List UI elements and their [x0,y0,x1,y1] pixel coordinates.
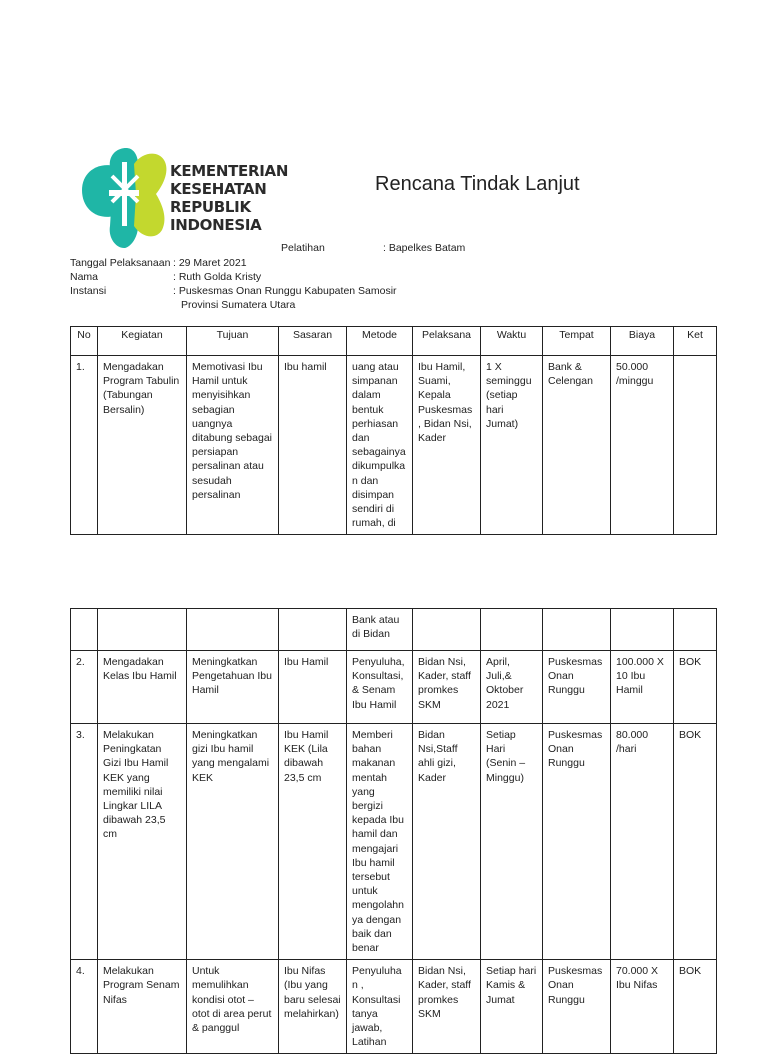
table-row [71,651,717,724]
cell-tempat: Puskesmas Onan Runggu [543,724,611,960]
cell-kegiatan: Melakukan Peningkatan Gizi Ibu Hamil KEK yang memiliki nilai Lingkar LILA dibawah 23,5 cm [98,724,187,960]
cell-waktu: April, Juli,& Oktober 2021 [481,651,543,724]
plan-table-part1 [70,326,717,535]
cell-tujuan: Memotivasi Ibu Hamil untuk menyisihkan sebagian uangnya ditabung sebagai persiapan persalinan atau sesudah persalinan [187,356,279,535]
cell-sasaran: Ibu Nifas (Ibu yang baru selesai melahirkan) [279,960,347,1054]
cell-kegiatan: Mengadakan Program Tabulin (Tabungan Bersalin) [98,356,187,535]
cell-empty [187,609,279,651]
cell-waktu: Setiap Hari (Senin – Minggu) [481,724,543,960]
cell-pelaksana: Bidan Nsi, Kader, staff promkes SKM [413,960,481,1054]
instansi-value: : Puskesmas Onan Runggu Kabupaten Samosir [173,285,397,297]
cell-tempat: Puskesmas Onan Runggu [543,960,611,1054]
header-pelaksana: Pelaksana [413,327,481,356]
cell-metode: Memberi bahan makanan mentah yang bergizi kepada Ibu hamil dan mengajari Ibu hamil tersebut untuk mengolahnya dengan baik dan benar [347,724,413,960]
cell-biaya: 100.000 X 10 Ibu Hamil [611,651,674,724]
table-header-row [71,327,717,356]
logo-line-2: KESEHATAN [170,180,267,198]
logo-line-3: REPUBLIK [170,198,251,216]
table-row [71,724,717,960]
header-sasaran: Sasaran [279,327,347,356]
cell-metode: uang atau simpanan dalam bentuk perhiasan dan sebagainya dikumpulkan dan disimpan sendiri di rumah, di [347,356,413,535]
cell-empty [279,609,347,651]
cell-empty [481,609,543,651]
cell-biaya: 70.000 X Ibu Nifas [611,960,674,1054]
kemenkes-logo [78,146,289,250]
cell-ket: BOK [674,960,717,1054]
cell-tempat: Bank & Celengan [543,356,611,535]
cell-no: 1. [71,356,98,535]
cell-no: 4. [71,960,98,1054]
cell-biaya: 50.000 /minggu [611,356,674,535]
cell-metode: Bank atau di Bidan [347,609,413,651]
nama-label: Nama [70,271,99,283]
table-row-continuation [71,609,717,651]
cell-ket: BOK [674,651,717,724]
cell-kegiatan: Melakukan Program Senam Nifas [98,960,187,1054]
header-ket: Ket [674,327,717,356]
cell-pelaksana: Bidan Nsi, Kader, staff promkes SKM [413,651,481,724]
cell-empty [71,609,98,651]
cell-waktu: Setiap hari Kamis & Jumat [481,960,543,1054]
cell-tujuan: Meningkatkan gizi Ibu hamil yang mengalami KEK [187,724,279,960]
cell-waktu: 1 X seminggu (setiap hari Jumat) [481,356,543,535]
cell-tujuan: Meningkatkan Pengetahuan Ibu Hamil [187,651,279,724]
pelatihan-label: Pelatihan [281,242,325,254]
table-row [71,356,717,535]
cell-pelaksana: Ibu Hamil, Suami, Kepala Puskesmas, Bidan Nsi, Kader [413,356,481,535]
header-biaya: Biaya [611,327,674,356]
cell-empty [98,609,187,651]
cell-empty [543,609,611,651]
cell-kegiatan: Mengadakan Kelas Ibu Hamil [98,651,187,724]
header-metode: Metode [347,327,413,356]
cell-pelaksana: Bidan Nsi,Staff ahli gizi, Kader [413,724,481,960]
header-waktu: Waktu [481,327,543,356]
logo-line-1: KEMENTERIAN [170,162,289,180]
cell-empty [413,609,481,651]
cell-no: 2. [71,651,98,724]
table-row [71,960,717,1054]
header-tujuan: Tujuan [187,327,279,356]
document-title: Rencana Tindak Lanjut [375,173,580,195]
cell-tujuan: Untuk memulihkan kondisi otot – otot di area perut & panggul [187,960,279,1054]
logo-line-4: INDONESIA [170,216,262,234]
header-kegiatan: Kegiatan [98,327,187,356]
cell-sasaran: Ibu hamil [279,356,347,535]
kemenkes-emblem-icon [78,146,170,250]
cell-tempat: Puskesmas Onan Runggu [543,651,611,724]
cell-ket [674,356,717,535]
pelatihan-value: : Bapelkes Batam [383,242,466,254]
cell-empty [611,609,674,651]
header-tempat: Tempat [543,327,611,356]
cell-ket: BOK [674,724,717,960]
plan-table-part2 [70,608,717,1054]
cell-metode: Penyuluhan , Konsultasi tanya jawab, Latihan [347,960,413,1054]
cell-sasaran: Ibu Hamil [279,651,347,724]
instansi-label: Instansi [70,285,107,297]
tanggal-value: : 29 Maret 2021 [173,257,247,269]
instansi-value-line2: Provinsi Sumatera Utara [181,299,296,311]
nama-value: : Ruth Golda Kristy [173,271,262,283]
header-no: No [71,327,98,356]
cell-biaya: 80.000 /hari [611,724,674,960]
cell-sasaran: Ibu Hamil KEK (Lila dibawah 23,5 cm [279,724,347,960]
tanggal-label: Tanggal Pelaksanaan [70,257,171,269]
cell-metode: Penyuluha, Konsultasi, & Senam Ibu Hamil [347,651,413,724]
cell-empty [674,609,717,651]
cell-no: 3. [71,724,98,960]
